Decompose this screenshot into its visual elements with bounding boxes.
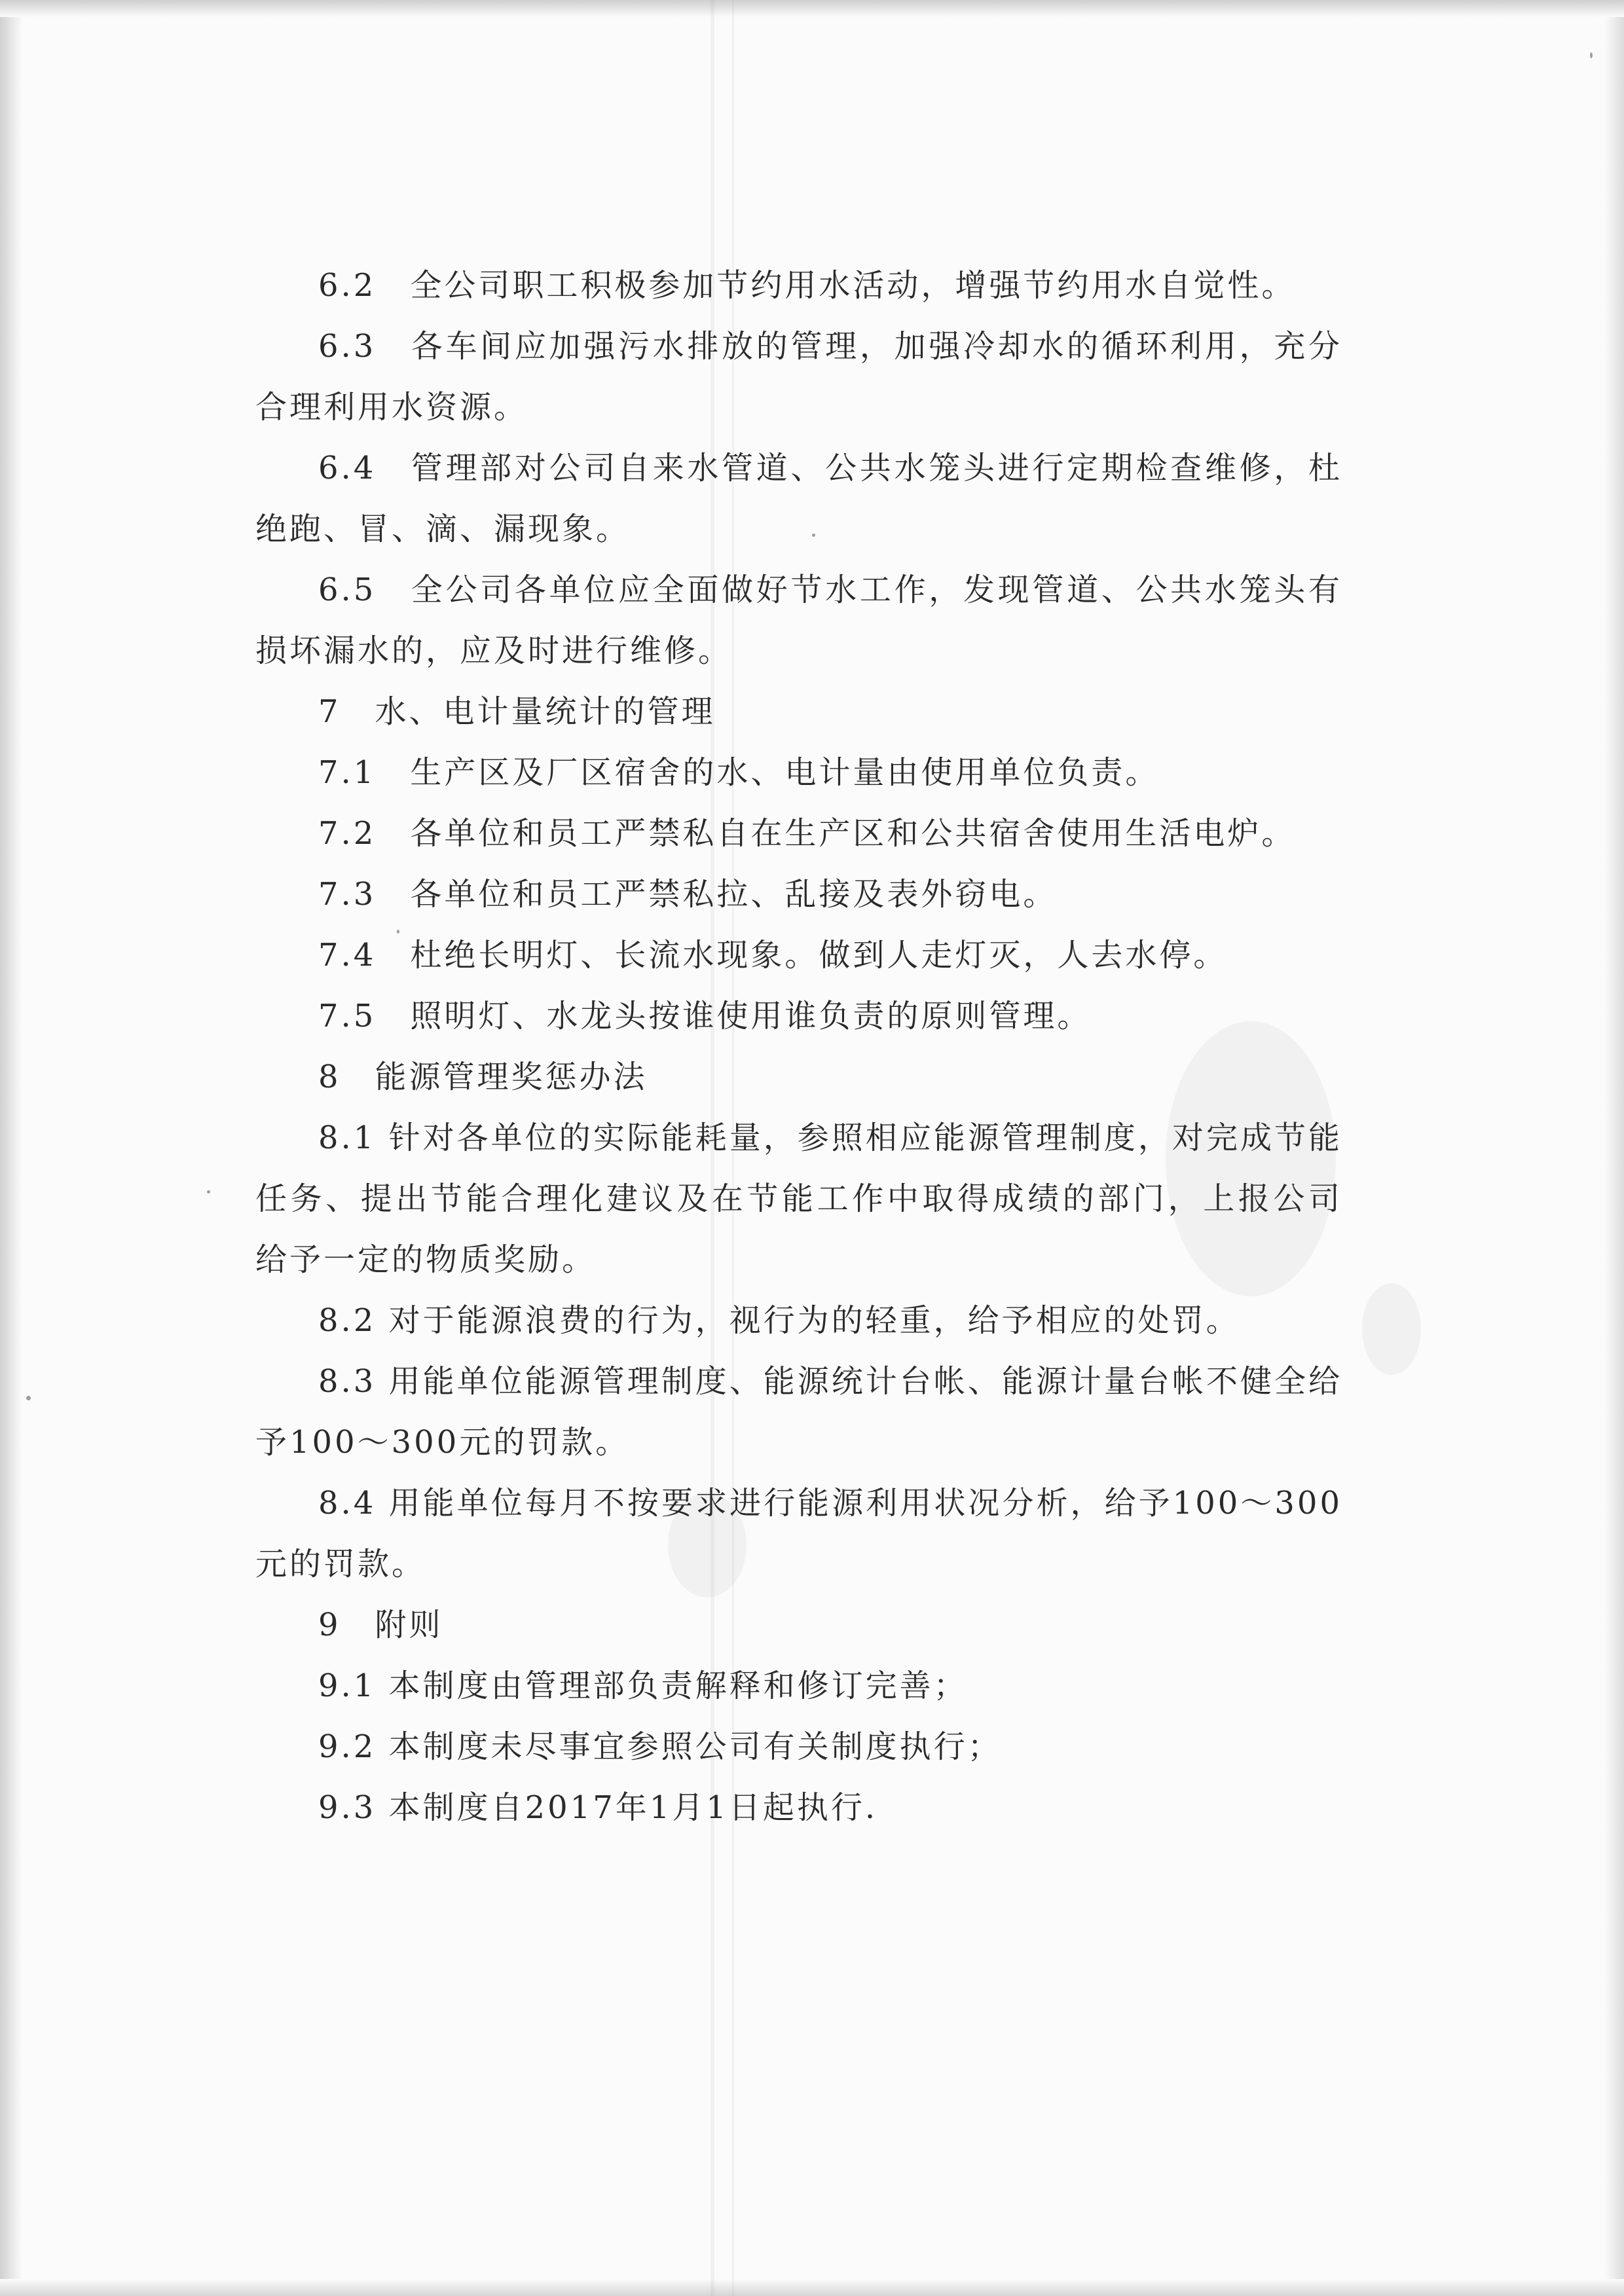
paragraph-8-1: 8.1 针对各单位的实际能耗量，参照相应能源管理制度，对完成节能任务、提出节能合理化建议及在节能工作中取得成绩的部门，上报公司给予一定的物质奖励。 (255, 1120, 1342, 1278)
paragraph-7-4: 7.4 杜绝长明灯、长流水现象。做到人走灯灭，人去水停。 (318, 937, 1228, 974)
paragraph-9-1: 9.1 本制度由管理部负责解释和修订完善； (318, 1667, 968, 1704)
paragraph-7-2: 7.2 各单位和员工严禁私自在生产区和公共宿舍使用生活电炉。 (318, 815, 1296, 852)
scan-speck (1590, 52, 1593, 58)
paragraph-7-1: 7.1 生产区及厂区宿舍的水、电计量由使用单位负责。 (318, 754, 1160, 791)
scan-edge-bottom (0, 2279, 1624, 2296)
paragraph-6-3: 6.3 各车间应加强污水排放的管理，加强冷却水的循环利用，充分合理利用水资源。 (255, 328, 1342, 426)
paragraph-8-4: 8.4 用能单位每月不按要求进行能源利用状况分析，给予100～300元的罚款。 (255, 1485, 1342, 1582)
paragraph-7-5: 7.5 照明灯、水龙头按谁使用谁负责的原则管理。 (318, 998, 1092, 1034)
section-heading-8: 8 能源管理奖惩办法 (318, 1059, 648, 1095)
paragraph-9-3: 9.3 本制度自2017年1月1日起执行. (318, 1789, 878, 1826)
paragraph-8-3: 8.3 用能单位能源管理制度、能源统计台帐、能源计量台帐不健全给予100～300元的罚款。 (255, 1363, 1342, 1461)
scan-edge-right (1604, 0, 1624, 2296)
paragraph-9-2: 9.2 本制度未尽事宜参照公司有关制度执行； (318, 1728, 1002, 1765)
section-heading-7: 7 水、电计量统计的管理 (318, 693, 716, 730)
paragraph-6-2: 6.2 全公司职工积极参加节约用水活动，增强节约用水自觉性。 (318, 267, 1296, 304)
scan-speck (26, 1396, 31, 1400)
scan-edge-top (0, 0, 1624, 17)
document-body (255, 255, 1342, 1838)
scan-smudge (1362, 1283, 1421, 1375)
scan-edge-left (0, 0, 22, 2296)
paragraph-6-4: 6.4 管理部对公司自来水管道、公共水笼头进行定期检查维修，杜绝跑、冒、滴、漏现象。 (255, 450, 1342, 547)
paragraph-7-3: 7.3 各单位和员工严禁私拉、乱接及表外窃电。 (318, 876, 1058, 913)
scan-speck (207, 1190, 210, 1194)
paragraph-8-2: 8.2 对于能源浪费的行为，视行为的轻重，给予相应的处罚。 (318, 1302, 1240, 1339)
section-heading-9: 9 附则 (318, 1607, 443, 1643)
paragraph-6-5: 6.5 全公司各单位应全面做好节水工作，发现管道、公共水笼头有损坏漏水的，应及时进行维修。 (255, 572, 1342, 669)
